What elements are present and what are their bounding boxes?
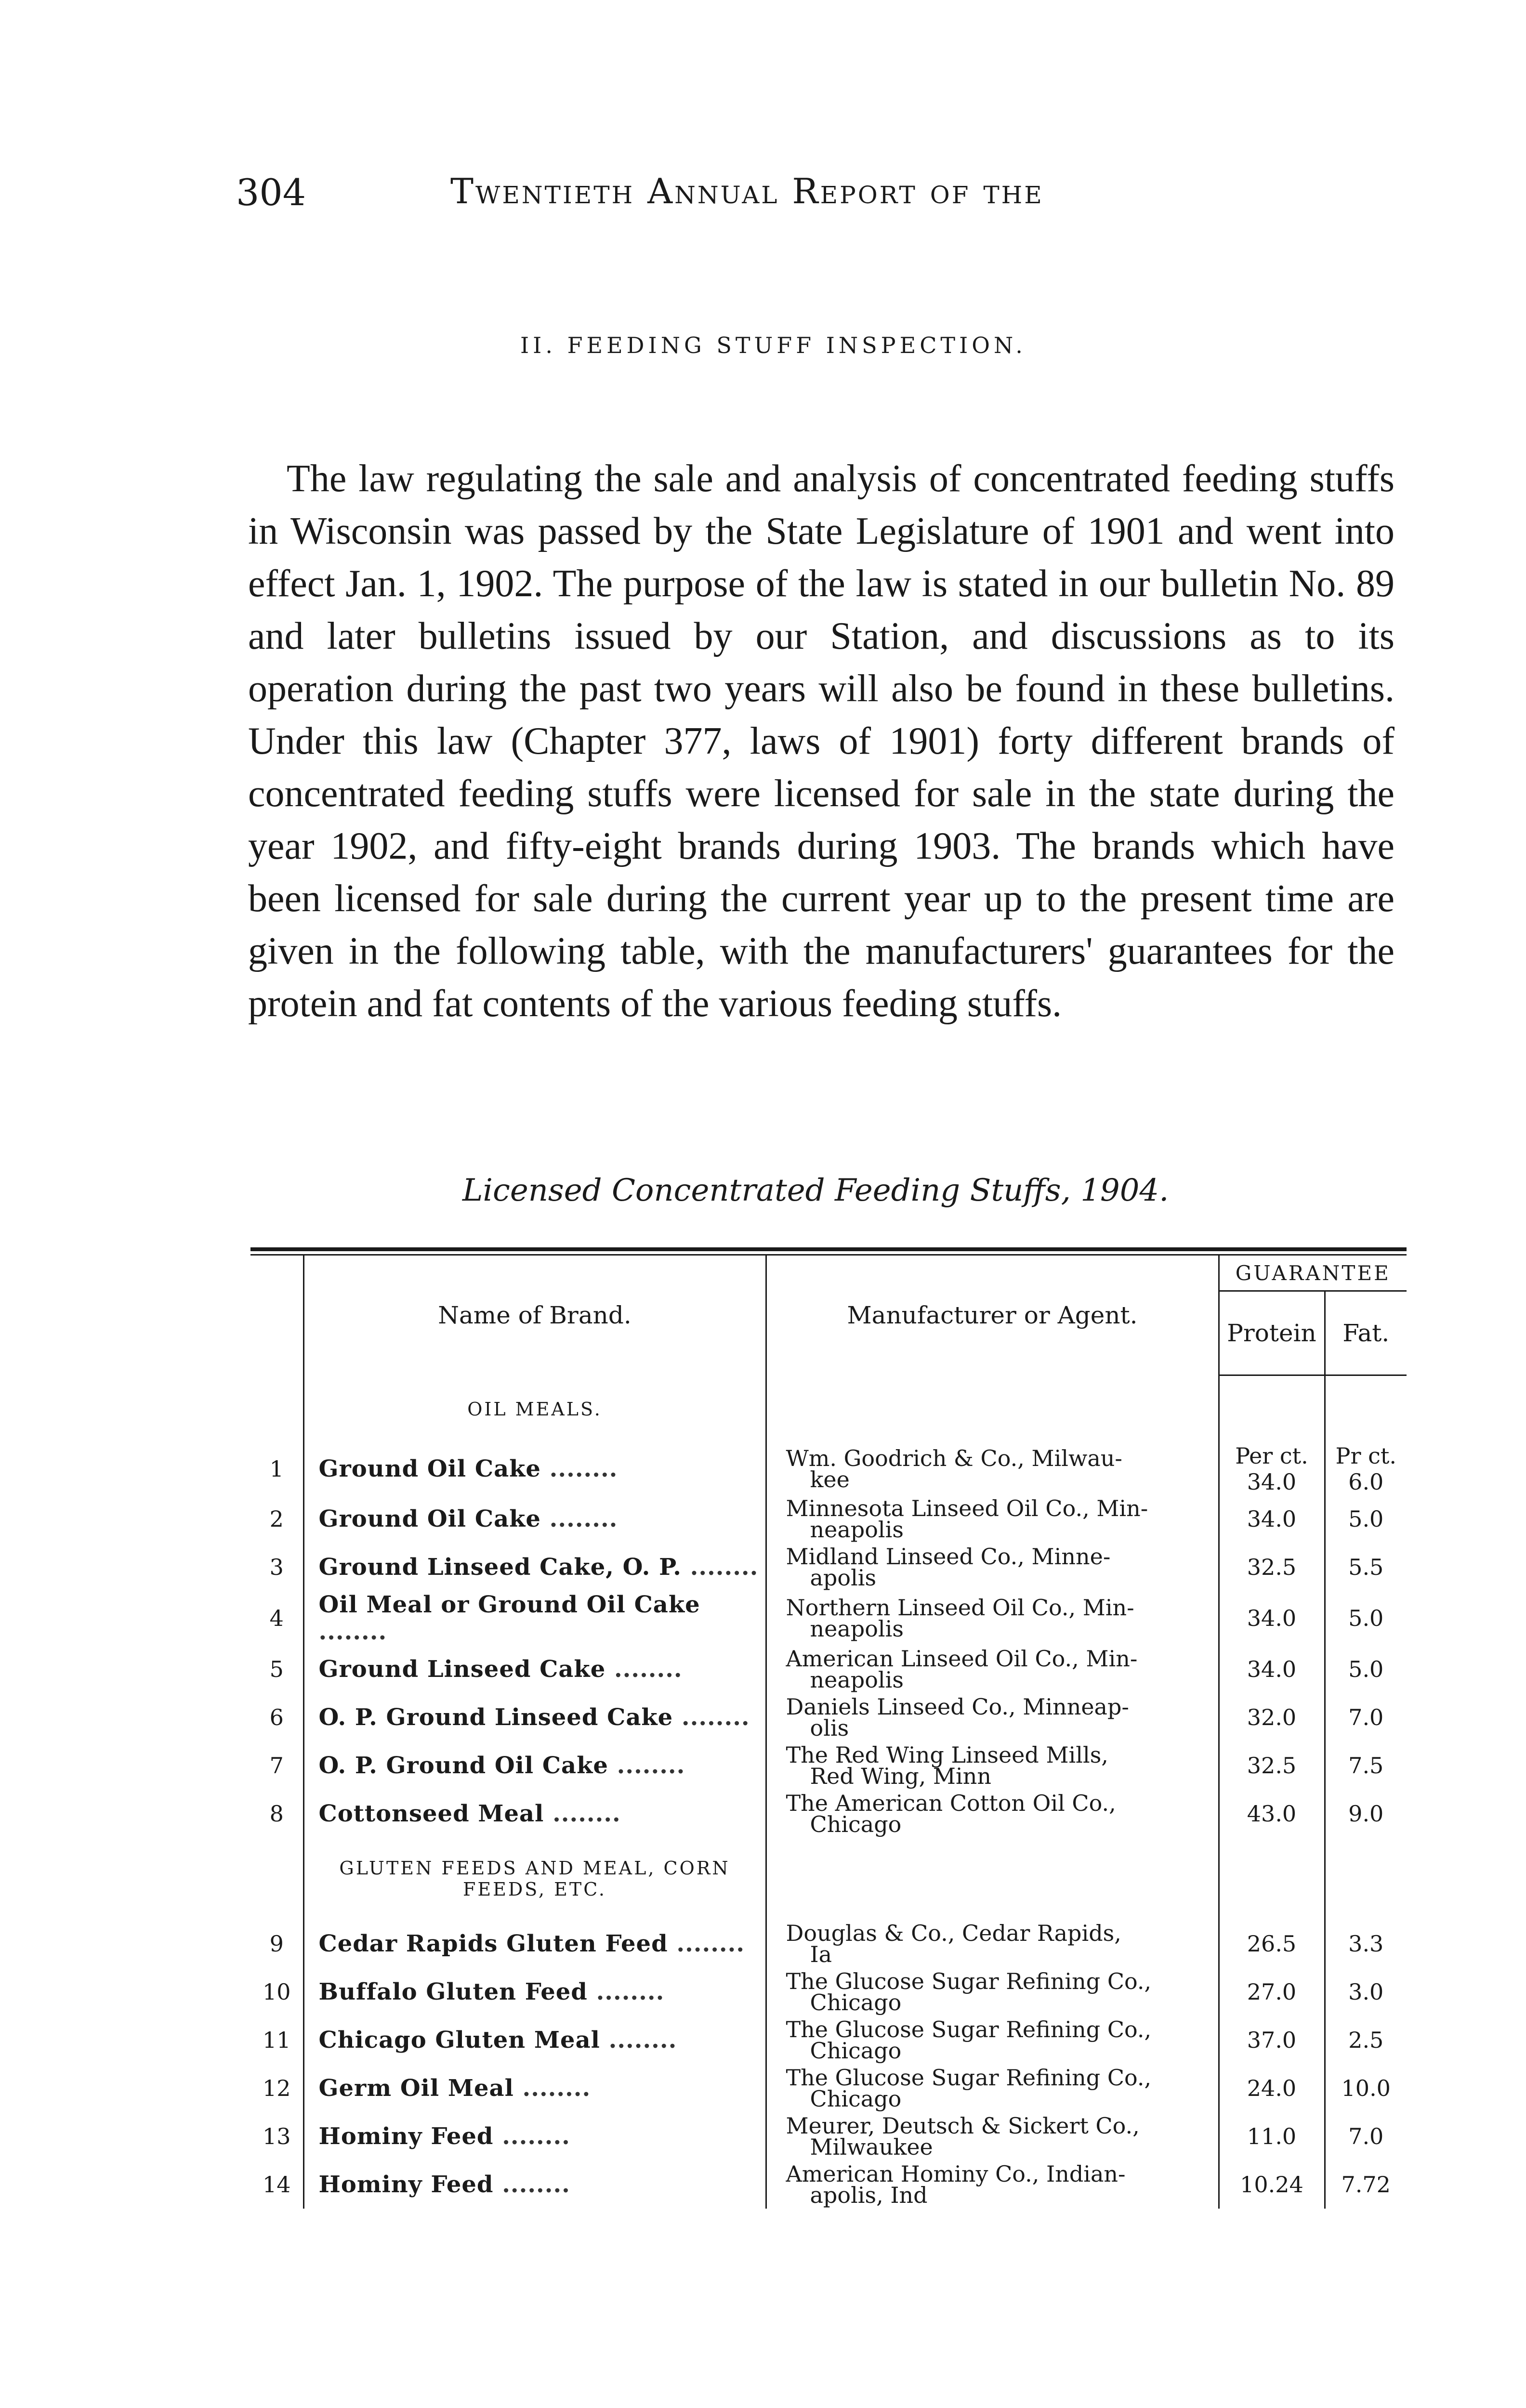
manufacturer-line-2: neapolis	[810, 1666, 904, 1693]
row-number: 4	[269, 1605, 284, 1631]
protein-value	[1219, 1741, 1325, 1790]
brand-name	[303, 1645, 766, 1693]
manufacturer	[766, 1790, 1219, 1838]
leader-dots: ........	[600, 2026, 677, 2054]
leader-dots: ........	[318, 1618, 387, 1645]
fat-value	[1325, 1920, 1407, 1968]
protein-header: Protein	[1219, 1291, 1325, 1375]
protein-number: 37.0	[1247, 2027, 1297, 2053]
protein-number: 26.5	[1247, 1930, 1297, 1957]
protein-value	[1219, 1543, 1325, 1591]
manufacturer-line-1: The American Cotton Oil Co.,	[786, 1790, 1116, 1816]
manufacturer-line-2: neapolis	[810, 1516, 904, 1543]
brand-name-text: Ground Linseed Cake, O. P.	[318, 1553, 682, 1581]
protein-number: 34.0	[1247, 1656, 1297, 1682]
manufacturer-line-1: Northern Linseed Oil Co., Min-	[786, 1594, 1134, 1621]
table-row	[250, 1645, 1407, 1693]
manufacturer-line-2: Milwaukee	[810, 2133, 933, 2160]
brand-name-text: Cottonseed Meal	[318, 1800, 544, 1827]
fat-units: Pr ct.	[1335, 1442, 1396, 1469]
group-spacer	[1325, 1838, 1407, 1920]
manufacturer-line-2: Chicago	[810, 2037, 902, 2064]
fat-value	[1325, 2160, 1407, 2209]
protein-number: 34.0	[1247, 1505, 1297, 1532]
fat-value	[1325, 1693, 1407, 1741]
leader-dots: ........	[673, 1703, 750, 1731]
body-paragraph: The law regulating the sale and analysis of concentrated feeding stuffs in Wisconsin was passed by the State Legislature of 1901 and went into effect Jan. 1, 1902. The purpose of the law is stated in our bulletin No. 89 and later bulletins issued by our Station, and discussions as to its operation during the past two years will also be found in these bulletins. Under this law (Chapter 377, laws of 1901) forty different brands of concentrated feeding stuffs were licensed for sale in the state during the year 1902, and fifty-eight brands during 1903. The brands which have been licensed for sale during the current year up to the present time are given in the following table, with the manufacturers' guarantees for the protein and fat contents of the various feeding stuffs.	[248, 458, 1394, 1025]
table-row	[250, 1741, 1407, 1790]
fat-value	[1325, 1495, 1407, 1543]
protein-value	[1219, 1443, 1325, 1495]
manufacturer	[766, 1591, 1219, 1645]
brand-name	[303, 1968, 766, 2016]
manufacturer-line-1: Douglas & Co., Cedar Rapids,	[786, 1920, 1121, 1946]
manufacturer-line-1: American Linseed Oil Co., Min-	[786, 1645, 1138, 1672]
group-header-row	[250, 1375, 1407, 1443]
brand-name-text: Hominy Feed	[318, 2122, 494, 2150]
table-top-rule	[250, 1247, 1407, 1256]
table-row	[250, 1495, 1407, 1543]
row-number: 13	[262, 2123, 291, 2149]
licensed-brands-table	[250, 1256, 1407, 2209]
manufacturer	[766, 1693, 1219, 1741]
protein-number: 24.0	[1247, 2075, 1297, 2101]
manufacturer-line-1: The Red Wing Linseed Mills,	[786, 1741, 1108, 1768]
leader-dots: ........	[493, 2122, 570, 2150]
protein-number: 34.0	[1247, 1468, 1297, 1495]
table-caption: Licensed Concentrated Feeding Stuffs, 1904.	[462, 1173, 1169, 1208]
brand-name	[303, 1790, 766, 1838]
brand-name	[303, 2160, 766, 2209]
fat-value	[1325, 1968, 1407, 2016]
leader-dots: ........	[668, 1930, 745, 1957]
group-spacer	[250, 1838, 303, 1920]
page-header	[236, 171, 1296, 229]
protein-number: 32.0	[1247, 1704, 1297, 1730]
brand-name-text: Ground Oil Cake	[318, 1505, 541, 1532]
fat-number: 9.0	[1348, 1800, 1384, 1827]
manufacturer	[766, 1543, 1219, 1591]
table-row	[250, 1443, 1407, 1495]
brand-name	[303, 1543, 766, 1591]
protein-value	[1219, 2160, 1325, 2209]
leader-dots: ........	[540, 1505, 618, 1532]
fat-number: 6.0	[1348, 1468, 1384, 1495]
leader-dots: ........	[544, 1800, 621, 1827]
manufacturer-line-1: American Hominy Co., Indian-	[786, 2160, 1126, 2187]
manufacturer-line-2: Chicago	[810, 1989, 902, 2015]
manufacturer-line-1: Daniels Linseed Co., Minneap-	[786, 1693, 1129, 1720]
manufacturer-line-2: Red Wing, Minn	[810, 1763, 991, 1789]
brand-name-text: O. P. Ground Linseed Cake	[318, 1703, 673, 1731]
group-spacer	[1219, 1838, 1325, 1920]
row-number: 5	[269, 1656, 284, 1682]
fat-number: 5.0	[1348, 1505, 1384, 1532]
manufacturer-line-2: olis	[810, 1714, 849, 1741]
row-number: 14	[262, 2171, 291, 2198]
manufacturer-line-1: Minnesota Linseed Oil Co., Min-	[786, 1495, 1148, 1521]
protein-value	[1219, 1591, 1325, 1645]
brand-name-text: Chicago Gluten Meal	[318, 2026, 600, 2054]
group-title: GLUTEN FEEDS AND MEAL, CORN FEEDS, ETC.	[303, 1838, 766, 1920]
fat-number: 5.0	[1348, 1656, 1384, 1682]
row-number: 3	[269, 1554, 284, 1580]
brand-name	[303, 1693, 766, 1741]
fat-number: 10.0	[1341, 2075, 1391, 2101]
protein-value	[1219, 1645, 1325, 1693]
manufacturer-line-2: apolis, Ind	[810, 2182, 928, 2208]
fat-value	[1325, 1790, 1407, 1838]
table-row	[250, 2160, 1407, 2209]
group-title: OIL MEALS.	[303, 1375, 766, 1443]
fat-value	[1325, 2016, 1407, 2064]
fat-value	[1325, 1741, 1407, 1790]
manufacturer-line-1: The Glucose Sugar Refining Co.,	[786, 1968, 1152, 1994]
brand-name-text: Ground Oil Cake	[318, 1455, 541, 1482]
leader-dots: ........	[587, 1978, 665, 2005]
fat-number: 7.0	[1348, 1704, 1384, 1730]
brand-name	[303, 1443, 766, 1495]
running-head: Twentieth Annual Report of the	[450, 171, 1044, 211]
manufacturer-line-2: neapolis	[810, 1615, 904, 1642]
brand-name	[303, 2016, 766, 2064]
protein-number: 10.24	[1240, 2171, 1303, 2198]
fat-number: 3.3	[1348, 1930, 1384, 1957]
manufacturer-line-1: The Glucose Sugar Refining Co.,	[786, 2016, 1152, 2042]
manufacturer	[766, 2112, 1219, 2160]
row-number: 2	[269, 1505, 284, 1532]
leader-dots: ........	[608, 1752, 685, 1779]
brand-name-text: Ground Linseed Cake	[318, 1655, 606, 1683]
brand-name-text: Buffalo Gluten Feed	[318, 1978, 588, 2005]
manufacturer	[766, 1443, 1219, 1495]
table-row	[250, 1591, 1407, 1645]
group-spacer	[766, 1838, 1219, 1920]
section-title: II. FEEDING STUFF INSPECTION.	[520, 332, 1026, 358]
number-column-header	[250, 1256, 303, 1375]
manufacturer-line-1: Meurer, Deutsch & Sickert Co.,	[786, 2112, 1140, 2139]
protein-number: 27.0	[1247, 1978, 1297, 2005]
protein-value	[1219, 1968, 1325, 2016]
fat-number: 5.0	[1348, 1605, 1384, 1631]
manufacturer-line-1: The Glucose Sugar Refining Co.,	[786, 2064, 1152, 2091]
table-row	[250, 1920, 1407, 1968]
protein-value	[1219, 1790, 1325, 1838]
brand-name	[303, 1591, 766, 1645]
manufacturer-line-1: Wm. Goodrich & Co., Milwau-	[786, 1445, 1122, 1471]
table-row	[250, 2064, 1407, 2112]
feeding-stuffs-table	[250, 1247, 1407, 2209]
protein-number: 11.0	[1247, 2123, 1297, 2149]
manufacturer	[766, 1920, 1219, 1968]
fat-value	[1325, 2112, 1407, 2160]
fat-number: 3.0	[1348, 1978, 1384, 2005]
fat-value	[1325, 1543, 1407, 1591]
brand-name-text: Hominy Feed	[318, 2171, 494, 2198]
brand-name	[303, 2064, 766, 2112]
row-number: 10	[262, 1978, 291, 2005]
fat-number: 7.0	[1348, 2123, 1384, 2149]
row-number: 7	[269, 1752, 284, 1779]
fat-number: 2.5	[1348, 2027, 1384, 2053]
leader-dots: ........	[681, 1553, 759, 1581]
protein-number: 34.0	[1247, 1605, 1297, 1631]
manufacturer	[766, 1645, 1219, 1693]
manufacturer	[766, 1968, 1219, 2016]
brand-name	[303, 1741, 766, 1790]
protein-value	[1219, 1693, 1325, 1741]
manufacturer-line-2: apolis	[810, 1564, 877, 1591]
table-row	[250, 1790, 1407, 1838]
manufacturer	[766, 2160, 1219, 2209]
fat-number: 5.5	[1348, 1554, 1384, 1580]
table-row	[250, 2112, 1407, 2160]
row-number: 12	[262, 2075, 291, 2101]
group-header-row	[250, 1838, 1407, 1920]
brand-name-text: Germ Oil Meal	[318, 2074, 514, 2102]
protein-value	[1219, 2064, 1325, 2112]
row-number: 9	[269, 1930, 284, 1957]
brand-name	[303, 2112, 766, 2160]
row-number: 6	[269, 1704, 284, 1730]
fat-value	[1325, 1591, 1407, 1645]
manufacturer-header: Manufacturer or Agent.	[766, 1256, 1219, 1375]
fat-number: 7.72	[1341, 2171, 1391, 2198]
brand-name-text: Oil Meal or Ground Oil Cake	[318, 1591, 700, 1618]
fat-value	[1325, 1645, 1407, 1693]
manufacturer	[766, 2016, 1219, 2064]
brand-name-header: Name of Brand.	[303, 1256, 766, 1375]
protein-value	[1219, 1495, 1325, 1543]
protein-value	[1219, 1920, 1325, 1968]
row-number: 8	[269, 1800, 284, 1827]
manufacturer	[766, 2064, 1219, 2112]
fat-header: Fat.	[1325, 1291, 1407, 1375]
protein-number: 32.5	[1247, 1554, 1297, 1580]
fat-value	[1325, 1443, 1407, 1495]
protein-value	[1219, 2112, 1325, 2160]
leader-dots: ........	[605, 1655, 683, 1683]
protein-number: 43.0	[1247, 1800, 1297, 1827]
protein-number: 32.5	[1247, 1752, 1297, 1779]
manufacturer-line-2: kee	[810, 1466, 850, 1492]
leader-dots: ........	[513, 2074, 591, 2102]
manufacturer	[766, 1495, 1219, 1543]
brand-name-text: Cedar Rapids Gluten Feed	[318, 1930, 668, 1957]
manufacturer-line-2: Chicago	[810, 1811, 902, 1837]
protein-value	[1219, 2016, 1325, 2064]
fat-value	[1325, 2064, 1407, 2112]
protein-units: Per ct.	[1235, 1442, 1308, 1469]
table-row	[250, 1693, 1407, 1741]
leader-dots: ........	[493, 2171, 570, 2198]
manufacturer	[766, 1741, 1219, 1790]
table-row	[250, 2016, 1407, 2064]
table-row	[250, 1968, 1407, 2016]
brand-name	[303, 1920, 766, 1968]
page-number: 304	[236, 171, 306, 214]
manufacturer-line-1: Midland Linseed Co., Minne-	[786, 1543, 1111, 1570]
leader-dots: ........	[540, 1455, 618, 1482]
brand-name-text: O. P. Ground Oil Cake	[318, 1752, 608, 1779]
table-row	[250, 1543, 1407, 1591]
manufacturer-line-2: Ia	[810, 1941, 832, 1967]
brand-name	[303, 1495, 766, 1543]
row-number: 1	[269, 1455, 284, 1482]
guarantee-header: GUARANTEE	[1219, 1256, 1407, 1291]
row-number: 11	[262, 2027, 291, 2053]
manufacturer-line-2: Chicago	[810, 2085, 902, 2112]
fat-number: 7.5	[1348, 1752, 1384, 1779]
